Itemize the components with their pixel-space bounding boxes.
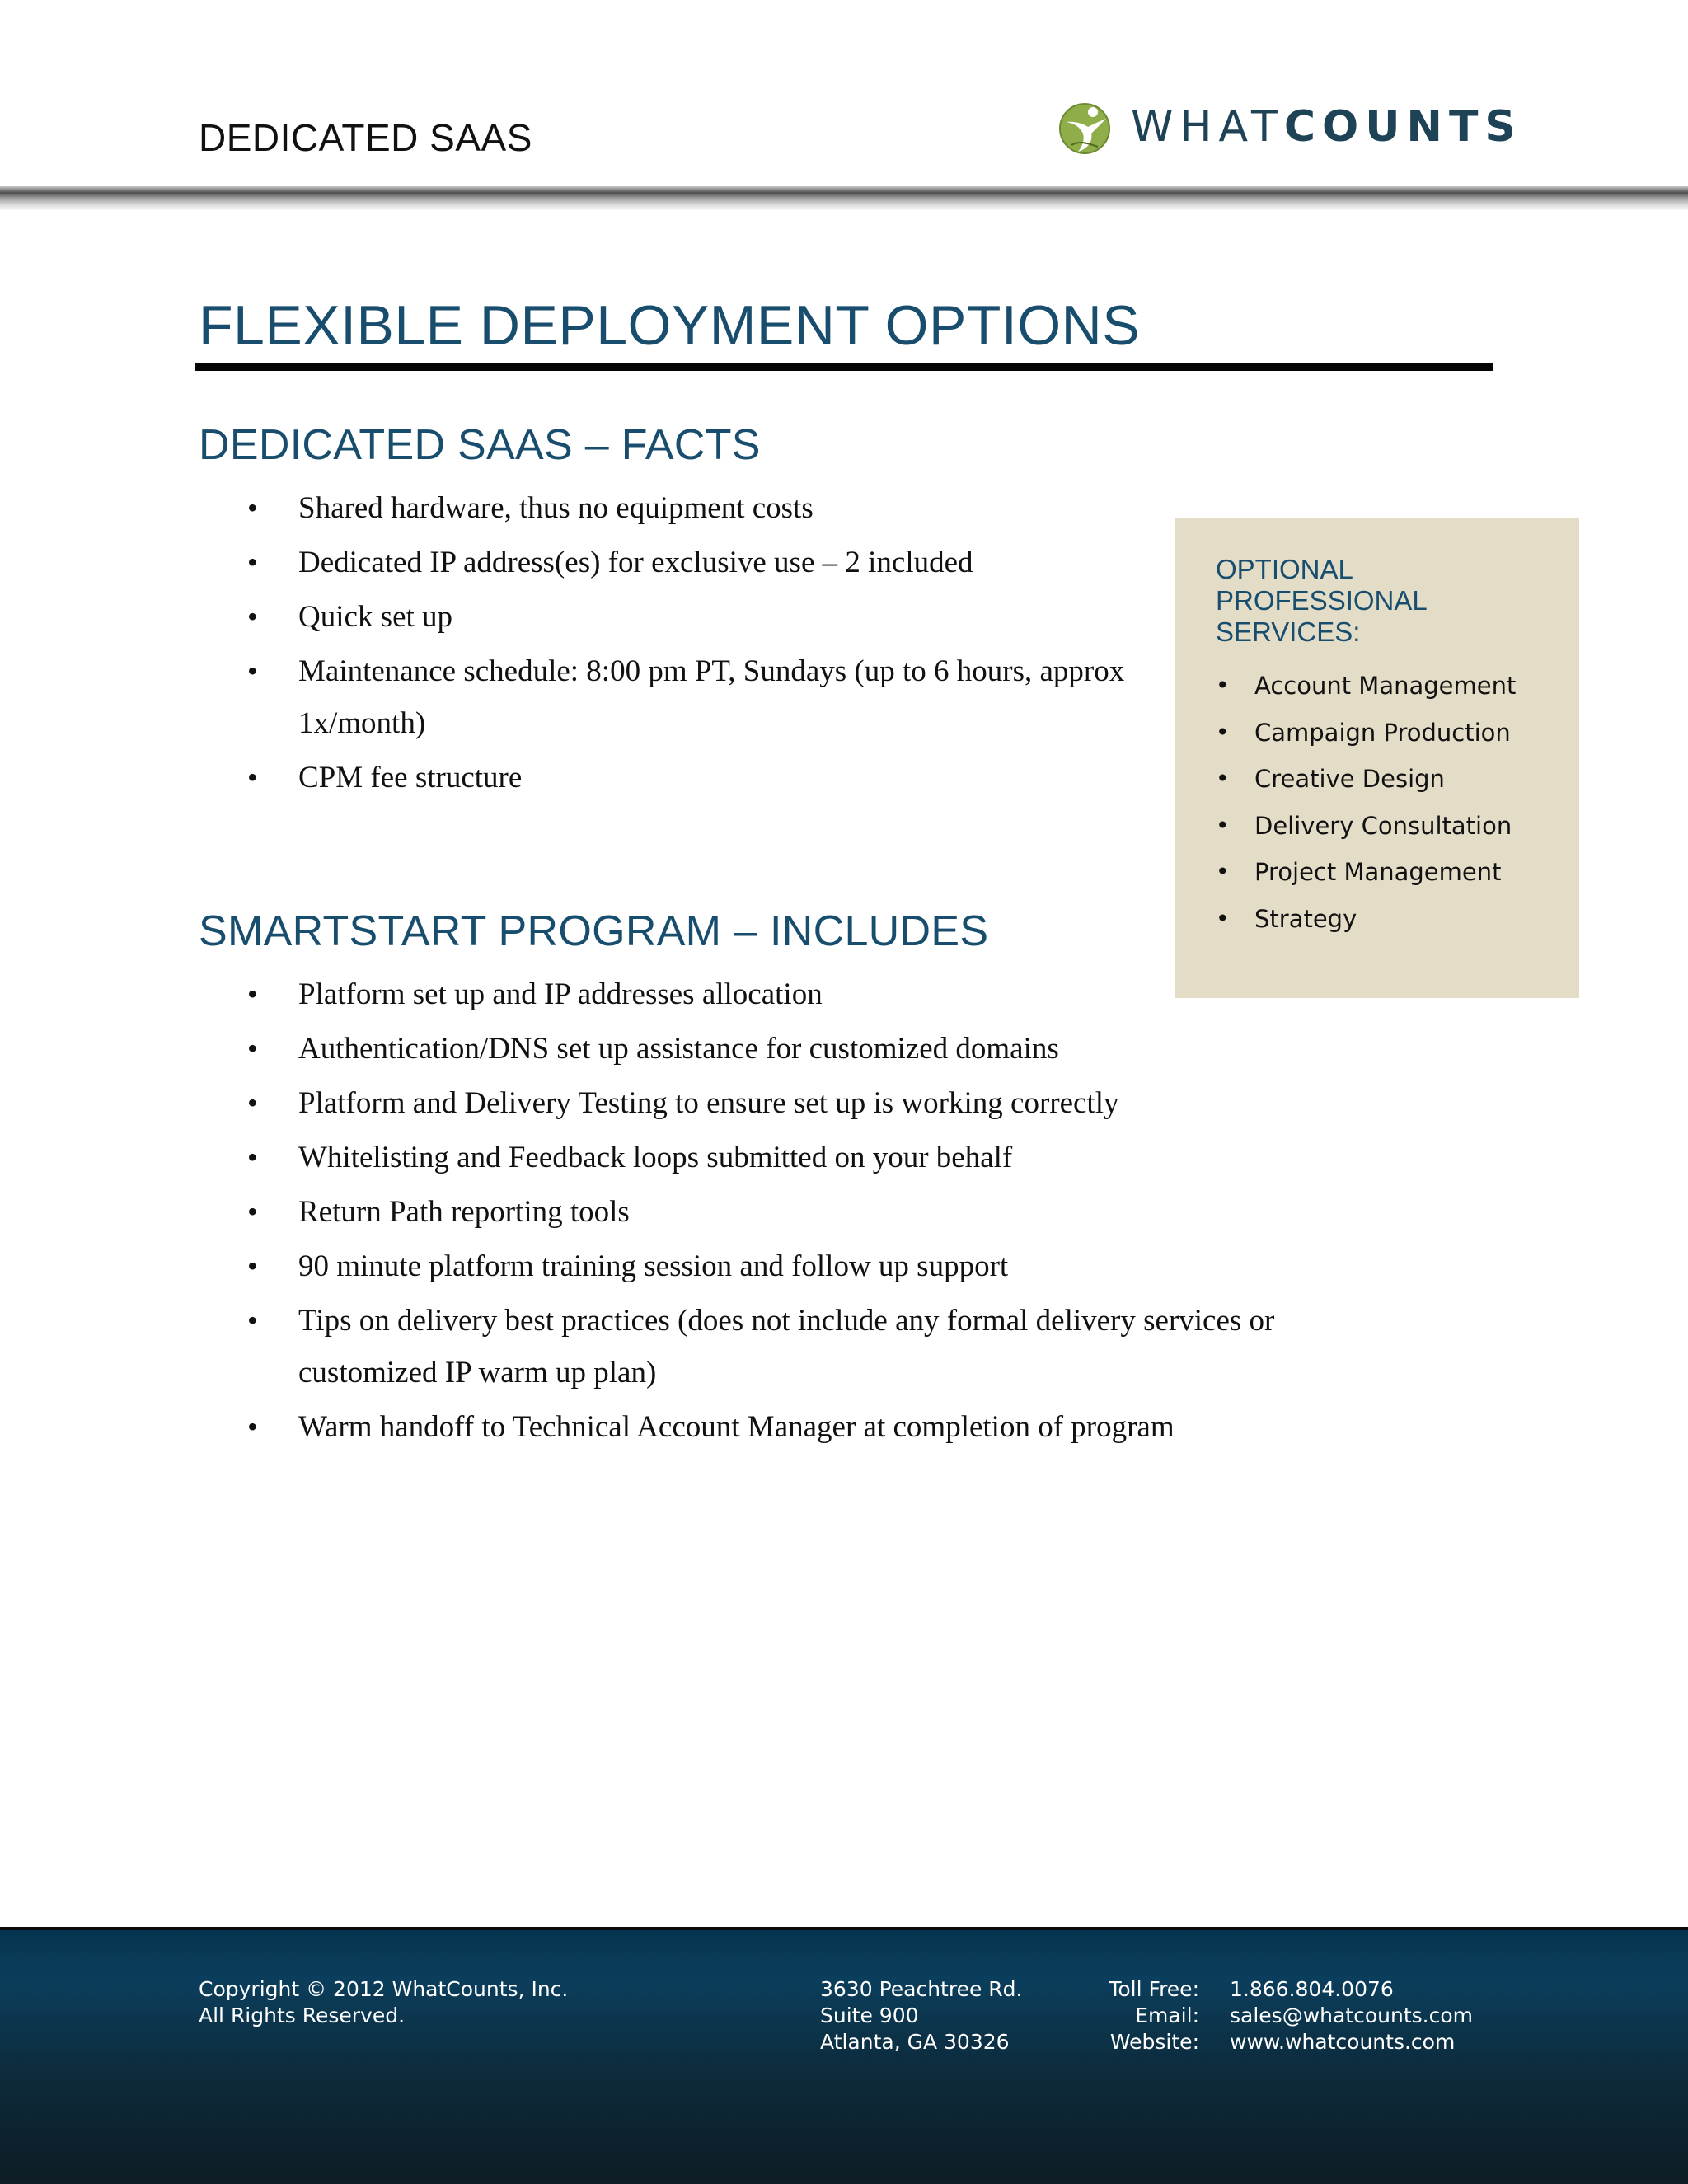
list-item: • Strategy — [1216, 896, 1516, 943]
list-item: • Shared hardware, thus no equipment costs — [247, 482, 1442, 534]
page-footer — [0, 1927, 1688, 2184]
list-item: • Quick set up — [247, 591, 1442, 643]
list-item: • Delivery Consultation — [1216, 803, 1516, 850]
list-item: • Tips on delivery best practices (does not include any formal delivery services or customized IP warm up plan) — [247, 1295, 1395, 1399]
list-item: • Maintenance schedule: 8:00 pm PT, Sundays (up to 6 hours, approx 1x/month) — [247, 645, 1139, 749]
smartstart-list — [247, 968, 1442, 1455]
list-item: • Dedicated IP address(es) for exclusive use – 2 included — [247, 537, 1442, 588]
logo-word-counts: COUNTS — [1283, 102, 1522, 152]
whatcounts-logo — [1055, 97, 1522, 157]
professional-services-sidebar — [1175, 518, 1579, 998]
list-item: • Warm handoff to Technical Account Manager at completion of program — [247, 1401, 1442, 1453]
list-item: • Platform and Delivery Testing to ensure set up is working correctly — [247, 1077, 1442, 1129]
footer-toll-free-label: Toll Free: — [1109, 1977, 1199, 2001]
list-item: • Platform set up and IP addresses allocation — [247, 968, 1442, 1020]
list-item: • CPM fee structure — [247, 752, 1442, 804]
whatcounts-logo-icon — [1055, 97, 1116, 157]
logo-word-what: WHAT — [1131, 102, 1284, 152]
list-item: • Whitelisting and Feedback loops submitted on your behalf — [247, 1132, 1442, 1183]
footer-website: www.whatcounts.com — [1230, 2030, 1456, 2054]
footer-address-line2: Suite 900 — [820, 2004, 919, 2027]
document-header-title: DEDICATED SAAS — [199, 116, 532, 159]
footer-toll-free: 1.866.804.0076 — [1230, 1977, 1394, 2001]
list-item: • 90 minute platform training session and follow up support — [247, 1240, 1442, 1292]
list-item: • Authentication/DNS set up assistance for customized domains — [247, 1023, 1442, 1075]
sidebar-list — [1216, 663, 1516, 942]
footer-address-line3: Atlanta, GA 30326 — [820, 2030, 1010, 2054]
footer-copyright: Copyright © 2012 WhatCounts, Inc. — [199, 1977, 569, 2001]
footer-email-label: Email: — [1135, 2004, 1199, 2027]
list-item: • Account Management — [1216, 663, 1516, 710]
list-item: • Return Path reporting tools — [247, 1186, 1442, 1238]
title-underline — [195, 363, 1493, 371]
list-item: • Campaign Production — [1216, 710, 1516, 757]
facts-heading: DEDICATED SAAS – FACTS — [199, 421, 761, 469]
smartstart-heading: SMARTSTART PROGRAM – INCLUDES — [199, 907, 989, 955]
logo-wordmark — [1131, 102, 1522, 152]
page-title: FLEXIBLE DEPLOYMENT OPTIONS — [199, 294, 1141, 357]
footer-website-label: Website: — [1109, 2030, 1199, 2054]
footer-rights: All Rights Reserved. — [199, 2004, 406, 2027]
list-item: • Project Management — [1216, 849, 1516, 896]
sidebar-title: OPTIONAL PROFESSIONAL SERVICES: — [1216, 554, 1427, 647]
footer-email: sales@whatcounts.com — [1230, 2004, 1474, 2027]
footer-address-line1: 3630 Peachtree Rd. — [820, 1977, 1023, 2001]
list-item: • Creative Design — [1216, 756, 1516, 803]
header-divider — [0, 186, 1688, 211]
